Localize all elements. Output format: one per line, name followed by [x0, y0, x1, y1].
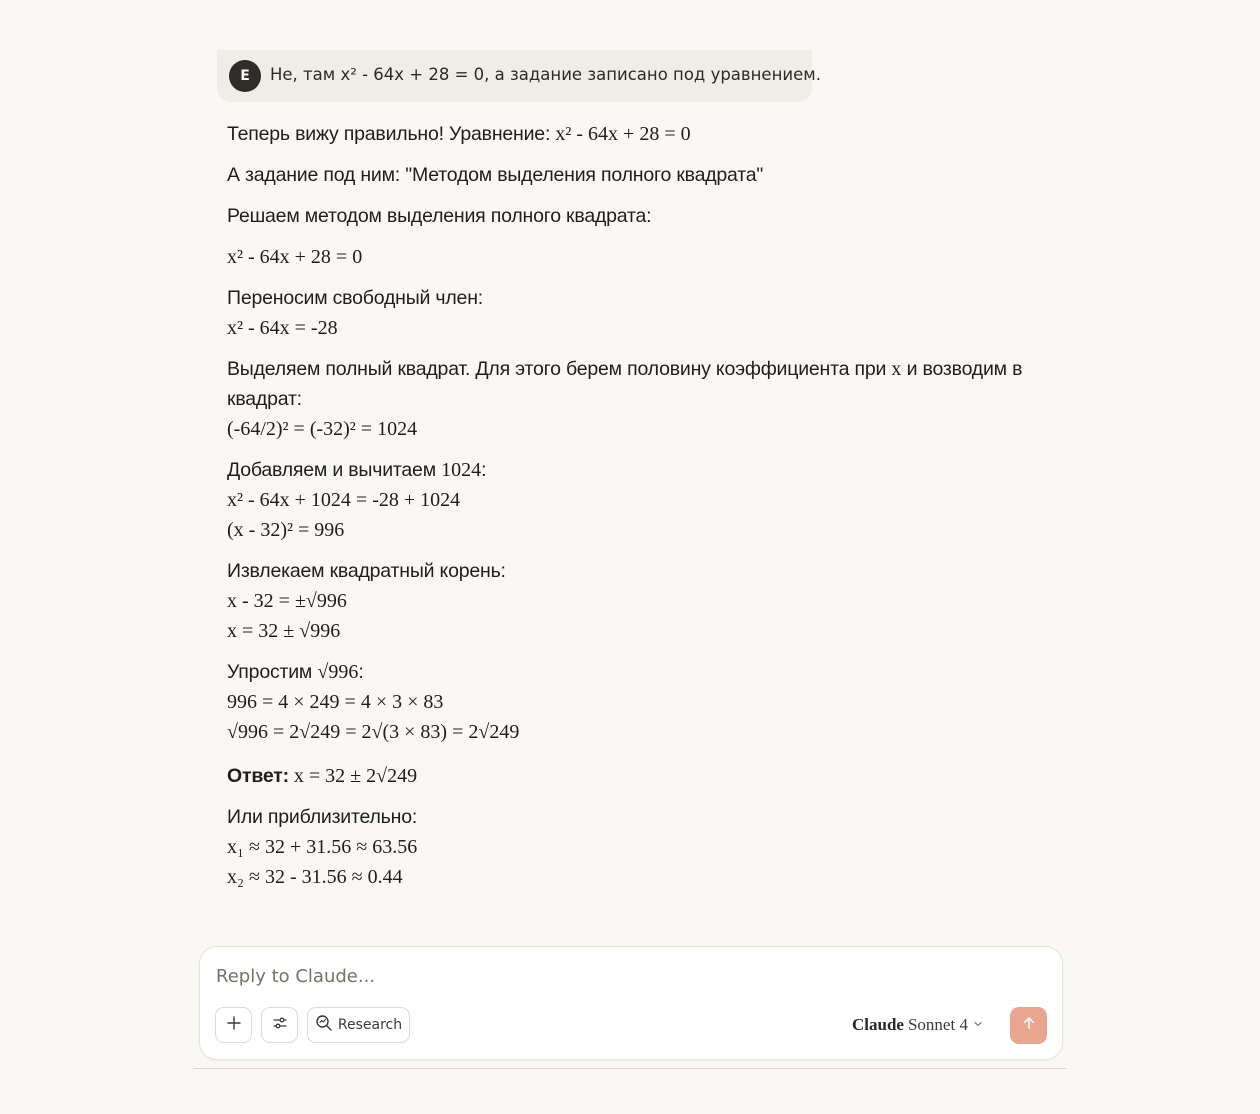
number: 1024 — [441, 459, 482, 481]
response-text: Или приблизительно: — [227, 806, 418, 828]
response-paragraph — [227, 657, 1027, 747]
model-brand: Claude — [852, 1015, 904, 1034]
response-text: Упростим — [227, 661, 318, 683]
equation: (x - 32)² = 996 — [227, 519, 345, 541]
assistant-response — [227, 119, 1027, 903]
equation: √996 = 2√249 = 2√(3 × 83) = 2√249 — [227, 721, 520, 743]
response-text: Решаем методом выделения полного квадрата: — [227, 205, 652, 227]
response-paragraph — [227, 556, 1027, 646]
response-text: Выделяем полный квадрат. Для этого берем половину коэффициента при — [227, 358, 892, 380]
response-text: : — [481, 459, 487, 481]
divider — [194, 1068, 1066, 1069]
equation: x - 32 = ±√996 — [227, 590, 347, 612]
response-paragraph — [227, 160, 1027, 190]
response-text: : — [358, 661, 364, 683]
variable: x — [891, 358, 902, 380]
response-paragraph — [227, 455, 1027, 545]
equation: (-64/2)² = (-32)² = 1024 — [227, 418, 418, 440]
response-text: и возводим в — [901, 358, 1023, 380]
answer-equation: x = 32 ± 2√249 — [288, 765, 418, 787]
response-text: квадрат: — [227, 388, 302, 410]
response-text: Извлекаем квадратный корень: — [227, 560, 506, 582]
model-name: Sonnet 4 — [907, 1015, 968, 1034]
response-paragraph — [227, 283, 1027, 343]
equation: x² - 64x + 28 = 0 — [227, 246, 363, 268]
answer-label: Ответ: — [227, 765, 289, 787]
equation: x₂ ≈ 32 - 31.56 ≈ 0.44 — [227, 866, 403, 888]
equation: x² - 64x + 1024 = -28 + 1024 — [227, 489, 461, 511]
chevron-down-icon — [972, 1015, 984, 1035]
answer-paragraph — [227, 761, 1027, 791]
number: √996 — [317, 661, 359, 683]
model-selector[interactable] — [852, 1013, 984, 1037]
search-icon — [315, 1014, 333, 1037]
research-button[interactable] — [307, 1007, 410, 1043]
user-message-bubble — [217, 50, 821, 102]
equation: x = 32 ± √996 — [227, 620, 341, 642]
reply-input[interactable] — [216, 963, 816, 989]
research-label: Research — [337, 1017, 403, 1033]
plus-icon — [226, 1015, 242, 1036]
response-paragraph — [227, 802, 1027, 892]
response-paragraph — [227, 242, 1027, 272]
response-text: Переносим свободный член: — [227, 287, 483, 309]
response-paragraph — [227, 119, 1027, 149]
equation: 996 = 4 × 249 = 4 × 3 × 83 — [227, 691, 444, 713]
send-button[interactable] — [1010, 1007, 1047, 1044]
arrow-up-icon — [1021, 1015, 1037, 1036]
response-text: Добавляем и вычитаем — [227, 459, 442, 481]
reply-composer — [199, 946, 1063, 1060]
equation: x² - 64x + 28 = 0 — [555, 123, 691, 145]
response-text: А задание под ним: "Методом выделения полного квадрата" — [227, 164, 764, 186]
user-message-text: Не, там x² - 64x + 28 = 0, а задание записано под уравнением. — [270, 65, 821, 84]
sliders-icon — [272, 1015, 288, 1036]
equation: x² - 64x = -28 — [227, 317, 338, 339]
response-paragraph — [227, 354, 1027, 444]
response-paragraph — [227, 201, 1027, 231]
response-text: Теперь вижу правильно! Уравнение: — [227, 123, 556, 145]
tools-button[interactable] — [261, 1007, 298, 1043]
add-attachment-button[interactable] — [215, 1007, 252, 1043]
user-avatar: E — [229, 60, 261, 92]
equation: x₁ ≈ 32 + 31.56 ≈ 63.56 — [227, 836, 418, 858]
